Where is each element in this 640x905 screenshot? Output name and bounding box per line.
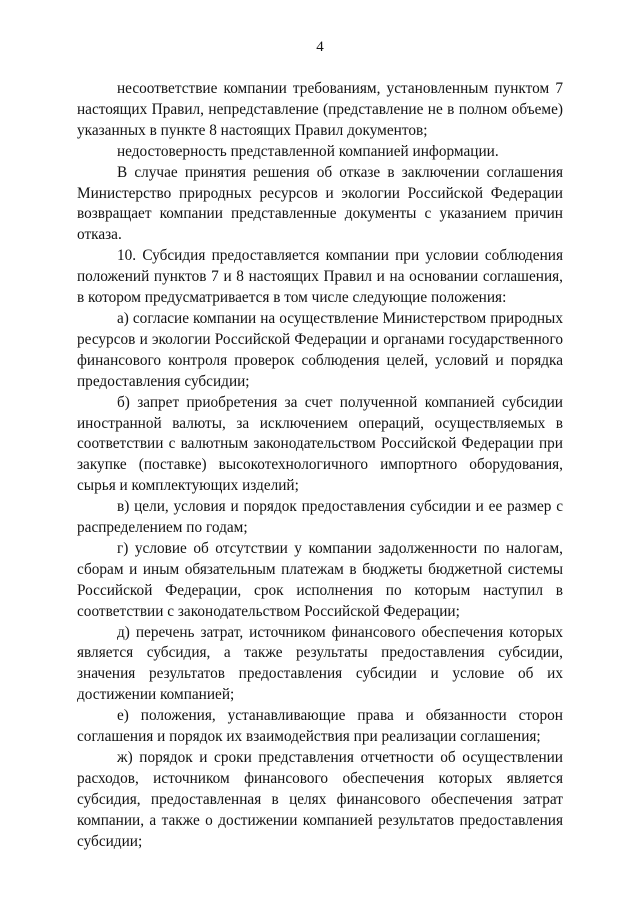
- paragraph-item-d: д) перечень затрат, источником финансового обеспечения которых является субсидия, а также результаты предоставления субсидии, значения результатов предоставления субсидии и условие об их достижении компанией;: [77, 623, 563, 704]
- paragraph-item-a: а) согласие компании на осуществление Министерством природных ресурсов и экологии Российской Федерации и органами государственного финансового контроля проверок соблюдения целей, условий и порядка предоставления субсидии;: [77, 309, 563, 390]
- paragraph-unreliable-info: недостоверность представленной компанией информации.: [117, 142, 499, 160]
- paragraph-item-e: е) положения, устанавливающие права и обязанности сторон соглашения и порядок их взаимодействия при реализации соглашения;: [77, 707, 563, 746]
- paragraph-item-b: б) запрет приобретения за счет полученной компанией субсидии иностранной валюты, за исключением операций, осуществляемых в соответствии с валютным законодательством Российской Федерации при закупке (поставке) высокотехнологичного импортного оборудования, сырья и комплектующих изделий;: [77, 393, 563, 495]
- paragraph-item-zh: ж) порядок и сроки представления отчетности об осуществлении расходов, источником финансового обеспечения которых является субсидия, предоставленная в целях финансового обеспечения затрат компании, а также о достижении компанией результатов предоставления субсидии;: [77, 749, 563, 850]
- paragraph-clause-10: 10. Субсидия предоставляется компании при условии соблюдения положений пунктов 7 и 8 настоящих Правил и на основании соглашения, в котором предусматривается в том числе следующие положения:: [77, 247, 563, 307]
- paragraph-refusal-return: В случае принятия решения об отказе в заключении соглашения Министерство природных ресурсов и экологии Российской Федерации возвращает компании представленные документы с указанием причин отказа.: [77, 163, 563, 244]
- paragraph-noncompliance: несоответствие компании требованиям, установленным пунктом 7 настоящих Правил, непредставление (представление не в полном объеме) указанных в пункте 8 настоящих Правил документов;: [77, 80, 563, 139]
- paragraph-item-v: в) цели, условия и порядок предоставления субсидии и ее размер с распределением по годам;: [77, 498, 563, 537]
- page-number: 4: [316, 39, 324, 55]
- paragraph-item-g: г) условие об отсутствии у компании задолженности по налогам, сборам и иным обязательным платежам в бюджеты бюджетной системы Российской Федерации, срок исполнения по которым наступил в соответствии с законодательством Российской Федерации;: [77, 539, 563, 620]
- document-body: [77, 79, 563, 853]
